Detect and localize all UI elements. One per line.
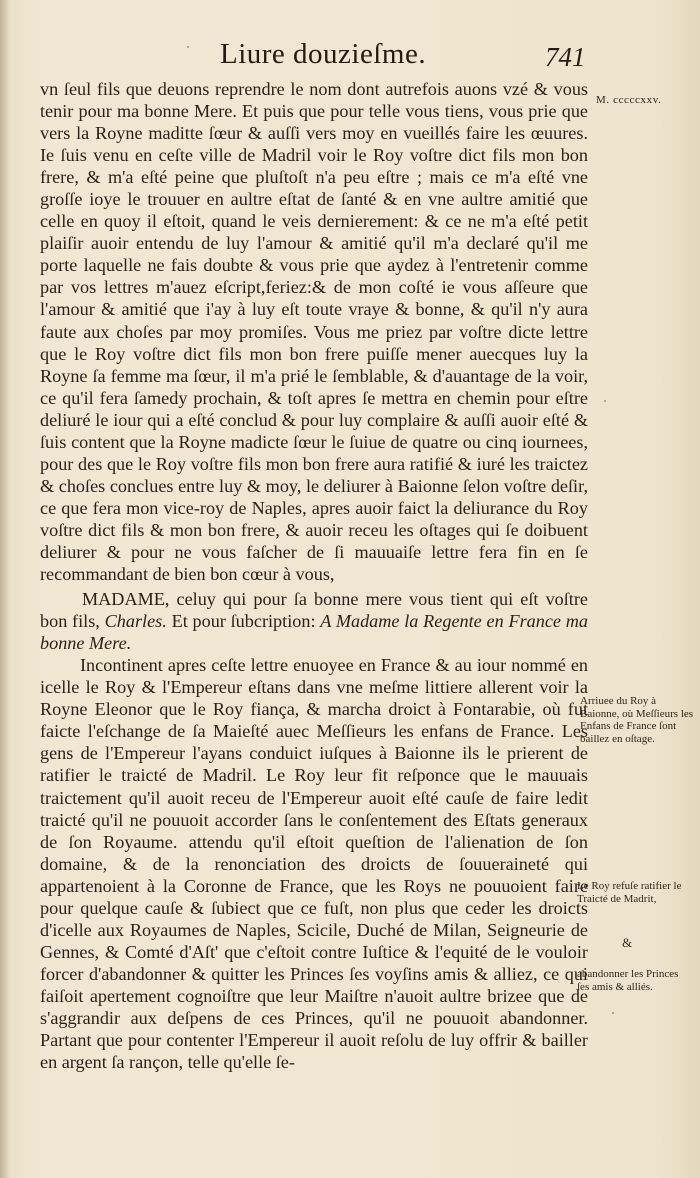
- subscription-intro: Et pour ſubcription:: [171, 611, 316, 632]
- paper-fleck: [612, 1012, 614, 1014]
- side-note-ampersand: &: [622, 935, 633, 950]
- main-text-column: [40, 78, 588, 1073]
- letter-body-paragraph: vn ſeul fils que deuons reprendre le nom dont autrefois auons vzé & vous tenir pour ma bonne Mere. Et puis que pour telle vous tiens, vous prie que vers la Royne maditte ſœur & auſſi vers moy en vueillés faire les œuures. Ie ſuis venu en ceſte ville de Madril voir le Roy voſtre dict fils mon bon frere, & m'a eſté peine que pluſtoſt n'a peu eſtre ; mais ce m'a eſté vne groſſe ioye le trouuer en aultre eſtat de ſanté & en vne aultre amitié que celle en quoy il eſtoit, quand le veis dernierement: & ce ne m'a eſté petit plaiſir auoir entendu de luy l'amour & amitié qu'il m'a declaré qu'il me porte laquelle ne fais doubte & vous prie que aydez à l'entretenir comme par vos lettres m'auez eſcript,feriez:& de mon coſté ie vous aſſeure que l'amour & amitié que i'ay à luy eſt toute vraye & bonne, & qu'il n'y aura faute aux choſes par moy promiſes. Vous me priez par voſtre dicte lettre que le Roy voſtre dict fils mon bon frere puiſſe mener auecques luy la Royne ſa femme ma ſœur, il m'a prié le ſemblable, & d'auantage de la voir, ce qu'il fera ſamedy prochain, & toſt apres ſe mettra en chemin pour eſtre deliuré le iour qui a eſté conclud & pour luy complaire & auſſi auoir eſté & ſuis content que la Royne madicte ſœur le ſuiue de quatre ou cinq iournees, pour des que le Roy voſtre fils mon bon frere aura ratifié & iuré les traictez & choſes conclues entre luy & moy, le deliurer à Baionne ſelon voſtre deſir, ce que fera mon vice-roy de Naples, apres auoir faict la deliurance du Roy voſtre dict fils & mon bon frere, & auoir receu les oſtages qui ſe doibuent deliurer & pour ne vous faſcher de ſi mauuaiſe lettre fera fin en ſe recommandant de bien bon cœur à vous,: [40, 79, 588, 585]
- letter-closing: [40, 588, 588, 654]
- narrative-paragraph: Incontinent apres ceſte lettre enuoyee en France & au iour nommé en icelle le Roy & l'Empereur eſtans dans vne meſme littiere allerent voir la Royne Eleonor que le Roy fiança, & marcha droict à Fontarabie, où fut faicte l'eſchange de ſa Maieſté auec Meſſieurs les enfans de France. Les gens de l'Empereur l'ayans conduict iuſques à Baionne ils le prierent de ratifier le traicté de Madril. Le Roy leur fit reſponce que le mauuais traictement qu'il auoit receu de l'Empereur auoit eſté cauſe de faire ledit traicté qu'il ne pouuoit accorder ſans le conſentement des Eſtats generaux de ſon Royaume. attendu qu'il eſtoit queſtion de l'alienation de ſon domaine, & de la renonciation des droicts de ſouueraineté qui appartenoient à la Coronne de France, que les Roys ne pouuoient faire pour quelque cauſe & ſubiect que ce fuſt, non plus que ceder les droicts d'icelle aux Royaumes de Naples, Scicile, Duché de Milan, Seigneurie de Gennes, & Comté d'Aſt' que c'eſtoit contre Iuſtice & l'equité de le vouloir forcer d'abandonner & quitter les Princes ſes voyſins amis & alliez, ce qui faiſoit apertement cognoiſtre que leur Maiſtre n'auoit aultre brizee que de s'aggrandir aux deſpens de ces Princes, qu'il ne pouuoit abandonner. Partant que pour contenter l'Empereur il auoit reſolu de luy offrir & bailler en argent ſa rançon, telle qu'elle ſe-: [40, 655, 588, 1073]
- side-note-refusal: Le Roy refuſe ratifier le Traicté de Madrit,: [577, 880, 682, 905]
- closing-line: MADAME, celuy qui pour ſa bonne mere vous tient qui eſt voſtre bon fils,: [40, 589, 588, 632]
- page-header: [0, 28, 700, 76]
- signature-name: Charles.: [104, 611, 167, 632]
- subscription-text: A Madame la Regente en France ma bonne Mere.: [40, 611, 588, 654]
- side-note-arrival: Arriuee du Roy à Baionne, où Meſſieurs les Enfans de France ſont baillez en oſtage.: [580, 695, 694, 745]
- side-note-abandon: abandonner les Princes ſes amis & alliés.: [577, 968, 679, 993]
- running-title: Liure douzieſme.: [220, 38, 427, 70]
- page-number: 741: [545, 42, 586, 72]
- page-gutter-shadow: [0, 0, 10, 1178]
- paper-fleck: [187, 46, 189, 48]
- paper-fleck: [604, 400, 606, 402]
- margin-year: M. cccccxxv.: [596, 94, 662, 106]
